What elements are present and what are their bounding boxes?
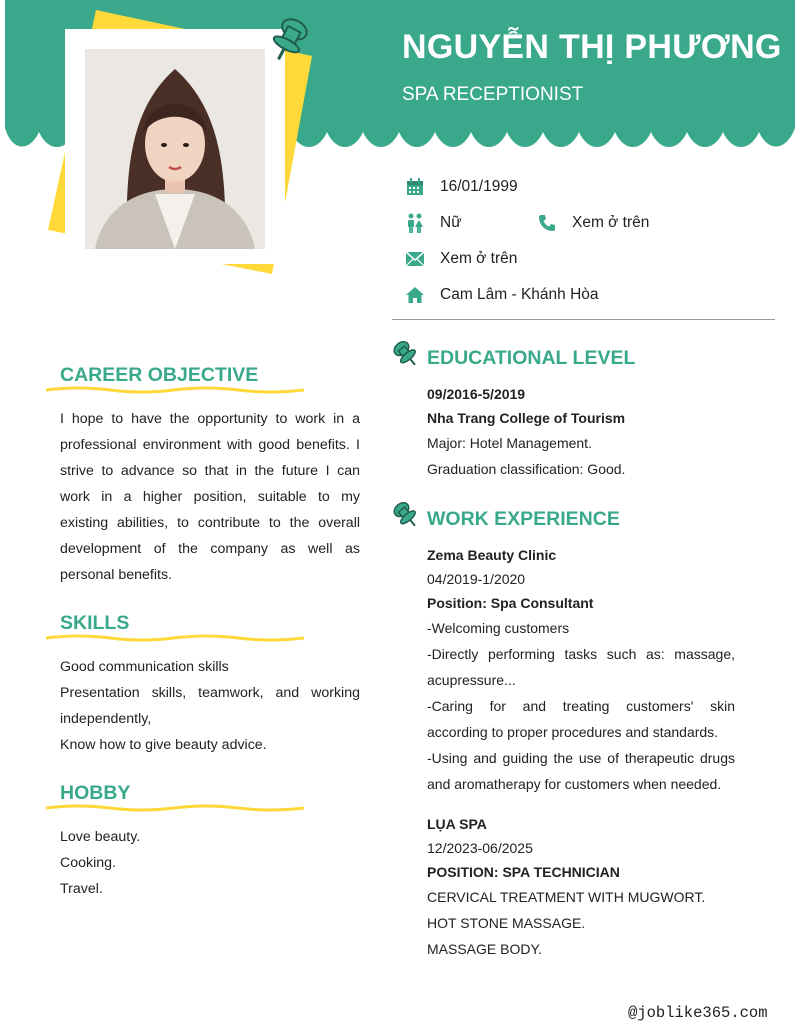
profile-photo xyxy=(85,49,265,249)
education-major: Major: Hotel Management. xyxy=(427,435,592,451)
job-duty: CERVICAL TREATMENT WITH MUGWORT. xyxy=(427,889,706,905)
career-objective-heading: CAREER OBJECTIVE xyxy=(60,364,259,386)
education-entry xyxy=(427,382,735,482)
job-period: 12/2023-06/2025 xyxy=(427,840,533,856)
job-position: Position: Spa Consultant xyxy=(427,595,594,611)
education-period: 09/2016-5/2019 xyxy=(427,386,526,402)
phone-icon xyxy=(537,213,557,233)
list-item: Love beauty. xyxy=(60,829,141,845)
calendar-icon xyxy=(405,177,425,197)
pushpin-icon xyxy=(392,501,420,529)
job-duty: -Directly performing tasks such as: massage, acupressure... xyxy=(427,646,735,688)
education-classification: Graduation classification: Good. xyxy=(427,461,626,477)
skills-heading: SKILLS xyxy=(60,612,130,634)
career-objective-text: I hope to have the opportunity to work in a professional environment with good benefits. I strive to advance so that in the future I can work in a higher position, suitable to my existing abilities, to contribute to the overall development of the company as well as personal benefits. xyxy=(60,411,360,583)
list-item: Good communication skills xyxy=(60,659,229,675)
envelope-icon xyxy=(405,249,425,269)
phone-value: Xem ở trên xyxy=(572,214,650,231)
education-heading: EDUCATIONAL LEVEL xyxy=(427,347,636,369)
list-item: Know how to give beauty advice. xyxy=(60,737,267,753)
job-company: LỤA SPA xyxy=(427,816,487,832)
email-value: Xem ở trên xyxy=(440,250,518,267)
job-duty: HOT STONE MASSAGE. xyxy=(427,915,586,931)
pushpin-icon xyxy=(392,340,420,368)
list-item: Travel. xyxy=(60,881,103,897)
candidate-name: NGUYỄN THỊ PHƯƠNG xyxy=(402,28,782,66)
job-entry xyxy=(427,543,735,797)
gender-value: Nữ xyxy=(440,214,462,231)
birthdate-row xyxy=(405,177,518,197)
gender-icon xyxy=(405,213,425,233)
job-duty: MASSAGE BODY. xyxy=(427,941,542,957)
job-company: Zema Beauty Clinic xyxy=(427,547,557,563)
address-value: Cam Lâm - Khánh Hòa xyxy=(440,286,599,303)
gender-row xyxy=(405,213,462,233)
watermark: @joblike365.com xyxy=(628,1004,768,1022)
home-icon xyxy=(405,285,425,305)
education-school: Nha Trang College of Tourism xyxy=(427,410,626,426)
job-position: POSITION: SPA TECHNICIAN xyxy=(427,864,620,880)
heading-underline xyxy=(46,385,304,395)
job-duty: -Welcoming customers xyxy=(427,620,570,636)
job-duty: -Caring for and treating customers' skin according to proper procedures and standards. xyxy=(427,698,735,740)
contact-divider xyxy=(392,319,775,320)
job-title: SPA RECEPTIONIST xyxy=(402,84,584,105)
hobby-list xyxy=(60,824,360,902)
heading-underline xyxy=(46,803,304,813)
list-item: Cooking. xyxy=(60,855,116,871)
phone-row xyxy=(537,213,649,233)
job-duty: -Using and guiding the use of therapeutic drugs and aromatherapy for customers when needed. xyxy=(427,750,735,792)
address-row xyxy=(405,285,599,305)
email-row xyxy=(405,249,517,269)
heading-underline xyxy=(46,633,304,643)
hobby-heading: HOBBY xyxy=(60,782,131,804)
birthdate-value: 16/01/1999 xyxy=(440,178,518,195)
experience-heading: WORK EXPERIENCE xyxy=(427,508,620,530)
job-period: 04/2019-1/2020 xyxy=(427,571,526,587)
skills-list xyxy=(60,654,360,758)
job-entry xyxy=(427,812,735,962)
pushpin-icon xyxy=(265,15,309,63)
list-item: Presentation skills, teamwork, and working independently, xyxy=(60,685,360,727)
